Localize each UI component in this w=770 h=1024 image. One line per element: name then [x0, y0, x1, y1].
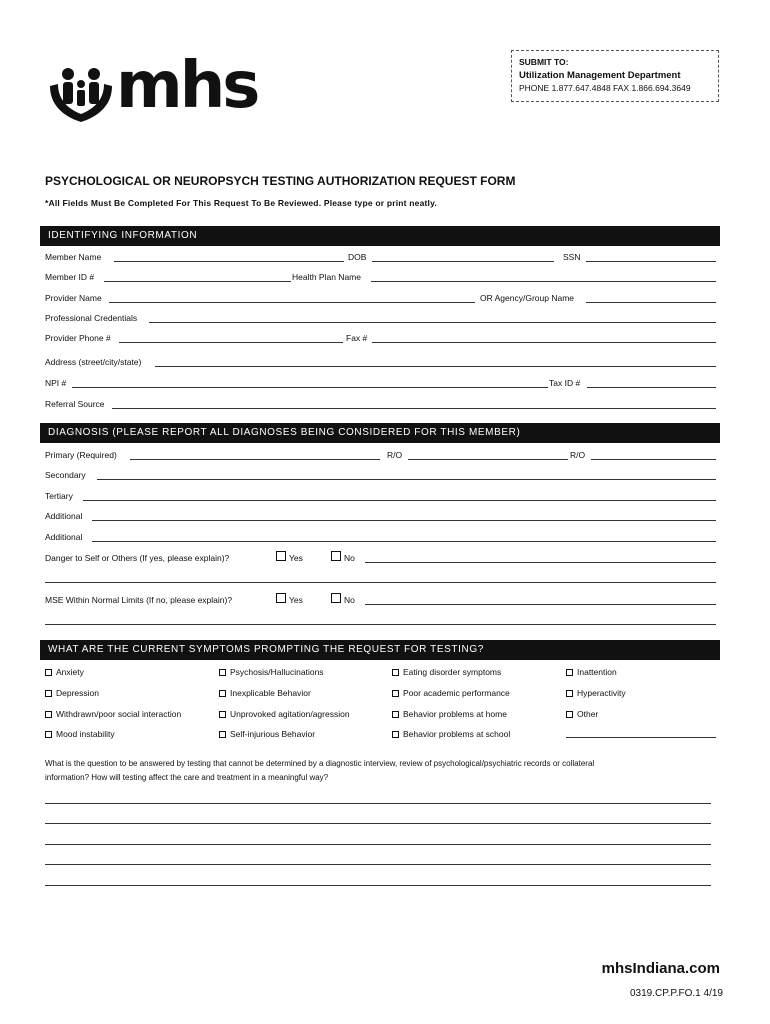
symptom-option[interactable]: [392, 667, 501, 677]
additional1-label: Additional: [45, 511, 83, 521]
provider-name-label: Provider Name: [45, 293, 102, 303]
form-subtitle: *All Fields Must Be Completed For This Request To Be Reviewed. Please type or print neatly.: [45, 198, 437, 208]
ro2-label: R/O: [570, 450, 586, 460]
secondary-label: Secondary: [45, 470, 86, 480]
submit-to-box: [511, 50, 719, 102]
secondary-field[interactable]: [97, 479, 716, 480]
symptom-label: Anxiety: [56, 667, 84, 677]
answer-line-1[interactable]: [45, 803, 711, 804]
credentials-field[interactable]: [149, 322, 716, 323]
additional1-field[interactable]: [92, 520, 716, 521]
symptom-option[interactable]: [219, 688, 311, 698]
symptom-option[interactable]: [219, 729, 315, 739]
agency-field[interactable]: [586, 302, 716, 303]
answer-line-4[interactable]: [45, 864, 711, 865]
symptom-label: Hyperactivity: [577, 688, 626, 698]
address-label: Address (street/city/state): [45, 357, 142, 367]
dob-label: DOB: [348, 252, 367, 262]
symptom-option[interactable]: [392, 709, 507, 719]
tertiary-field[interactable]: [83, 500, 716, 501]
additional2-label: Additional: [45, 532, 83, 542]
symptom-checkbox[interactable]: [45, 669, 52, 676]
additional2-field[interactable]: [92, 541, 716, 542]
submit-contact: PHONE 1.877.647.4848 FAX 1.866.694.3649: [519, 83, 691, 93]
mse-no-checkbox[interactable]: [331, 593, 341, 603]
symptom-option[interactable]: [392, 688, 510, 698]
symptom-checkbox[interactable]: [392, 731, 399, 738]
symptom-option[interactable]: [45, 729, 115, 739]
mse-explain-field-2[interactable]: [45, 624, 716, 625]
symptom-checkbox[interactable]: [566, 690, 573, 697]
danger-explain-field[interactable]: [365, 562, 716, 563]
danger-label: Danger to Self or Others (If yes, please explain)?: [45, 553, 230, 563]
symptom-option[interactable]: [566, 688, 626, 698]
provider-name-field[interactable]: [109, 302, 475, 303]
ro1-label: R/O: [387, 450, 403, 460]
health-plan-label: Health Plan Name: [292, 272, 361, 282]
symptom-checkbox[interactable]: [392, 669, 399, 676]
mse-label: MSE Within Normal Limits (If no, please explain)?: [45, 595, 233, 605]
symptom-label: Inattention: [577, 667, 617, 677]
symptom-option[interactable]: [566, 709, 598, 719]
symptom-label: Behavior problems at home: [403, 709, 507, 719]
mse-explain-field[interactable]: [365, 604, 716, 605]
symptom-checkbox[interactable]: [45, 711, 52, 718]
member-id-label: Member ID #: [45, 272, 95, 282]
answer-line-3[interactable]: [45, 844, 711, 845]
family-icon: [46, 64, 116, 124]
agency-label: OR Agency/Group Name: [480, 293, 575, 303]
symptom-checkbox[interactable]: [45, 731, 52, 738]
ro2-field[interactable]: [591, 459, 716, 460]
ro1-field[interactable]: [408, 459, 568, 460]
symptom-checkbox[interactable]: [392, 690, 399, 697]
symptom-option[interactable]: [566, 667, 617, 677]
symptom-label: Eating disorder symptoms: [403, 667, 502, 677]
symptom-option[interactable]: [45, 688, 99, 698]
mse-yes-label: Yes: [289, 595, 303, 605]
symptom-option[interactable]: [45, 709, 181, 719]
danger-explain-field-2[interactable]: [45, 582, 716, 583]
symptom-label: Psychosis/Hallucinations: [230, 667, 324, 677]
submit-heading: SUBMIT TO:: [519, 57, 569, 67]
primary-label: Primary (Required): [45, 450, 117, 460]
section-symptoms-header: WHAT ARE THE CURRENT SYMPTOMS PROMPTING THE REQUEST FOR TESTING?: [40, 640, 720, 660]
fax-label: Fax #: [346, 333, 368, 343]
symptom-option[interactable]: [219, 709, 350, 719]
danger-yes-checkbox[interactable]: [276, 551, 286, 561]
symptom-option[interactable]: [45, 667, 84, 677]
npi-field[interactable]: [72, 387, 548, 388]
danger-no-label: No: [344, 553, 355, 563]
submit-department: Utilization Management Department: [519, 70, 681, 81]
logo-wordmark: mhs: [116, 49, 258, 123]
symptom-checkbox[interactable]: [566, 669, 573, 676]
form-title: PSYCHOLOGICAL OR NEUROPSYCH TESTING AUTHORIZATION REQUEST FORM: [45, 174, 516, 188]
symptom-label: Behavior problems at school: [403, 729, 511, 739]
symptom-option[interactable]: [392, 729, 510, 739]
mse-no-label: No: [344, 595, 355, 605]
member-id-field[interactable]: [104, 281, 291, 282]
symptom-checkbox[interactable]: [219, 690, 226, 697]
section-diagnosis-header: DIAGNOSIS (PLEASE REPORT ALL DIAGNOSES BEING CONSIDERED FOR THIS MEMBER): [40, 423, 720, 443]
symptom-label: Other: [577, 709, 599, 719]
mse-yes-checkbox[interactable]: [276, 593, 286, 603]
danger-no-checkbox[interactable]: [331, 551, 341, 561]
symptom-label: Withdrawn/poor social interaction: [56, 709, 182, 719]
testing-question-line2: information? How will testing affect the care and treatment in a meaningful way?: [45, 773, 329, 782]
member-name-field[interactable]: [114, 261, 344, 262]
address-field[interactable]: [155, 366, 716, 367]
ssn-label: SSN: [563, 252, 581, 262]
symptom-label: Unprovoked agitation/agression: [230, 709, 350, 719]
symptom-checkbox[interactable]: [392, 711, 399, 718]
symptom-label: Self-injurious Behavior: [230, 729, 316, 739]
symptom-option[interactable]: [219, 667, 324, 677]
npi-label: NPI #: [45, 378, 67, 388]
danger-yes-label: Yes: [289, 553, 303, 563]
section-identifying-header: IDENTIFYING INFORMATION: [40, 226, 720, 246]
member-name-label: Member Name: [45, 252, 102, 262]
answer-line-2[interactable]: [45, 823, 711, 824]
symptom-checkbox[interactable]: [566, 711, 573, 718]
symptom-label: Mood instability: [56, 729, 115, 739]
other-symptom-field[interactable]: [566, 737, 716, 738]
symptom-checkbox[interactable]: [219, 731, 226, 738]
provider-phone-field[interactable]: [119, 342, 343, 343]
footer-website: mhsIndiana.com: [601, 960, 720, 977]
fax-field[interactable]: [372, 342, 716, 343]
symptom-checkbox[interactable]: [219, 711, 226, 718]
referral-label: Referral Source: [45, 399, 105, 409]
provider-phone-label: Provider Phone #: [45, 333, 111, 343]
tertiary-label: Tertiary: [45, 491, 73, 501]
symptom-checkbox[interactable]: [219, 669, 226, 676]
symptom-label: Depression: [56, 688, 99, 698]
symptom-checkbox[interactable]: [45, 690, 52, 697]
mhs-logo: [46, 49, 258, 130]
credentials-label: Professional Credentials: [45, 313, 138, 323]
dob-field[interactable]: [372, 261, 554, 262]
primary-field[interactable]: [130, 459, 380, 460]
footer-form-code: 0319.CP.P.FO.1 4/19: [629, 988, 723, 999]
symptom-label: Poor academic performance: [403, 688, 510, 698]
symptom-label: Inexplicable Behavior: [230, 688, 311, 698]
tax-id-field[interactable]: [587, 387, 716, 388]
health-plan-field[interactable]: [371, 281, 716, 282]
testing-question-line1: What is the question to be answered by testing that cannot be determined by a diagnostic interview, review of psychological/psychiatric records or collateral: [45, 759, 595, 768]
tax-id-label: Tax ID #: [549, 378, 581, 388]
referral-field[interactable]: [112, 408, 716, 409]
answer-line-5[interactable]: [45, 885, 711, 886]
ssn-field[interactable]: [586, 261, 716, 262]
